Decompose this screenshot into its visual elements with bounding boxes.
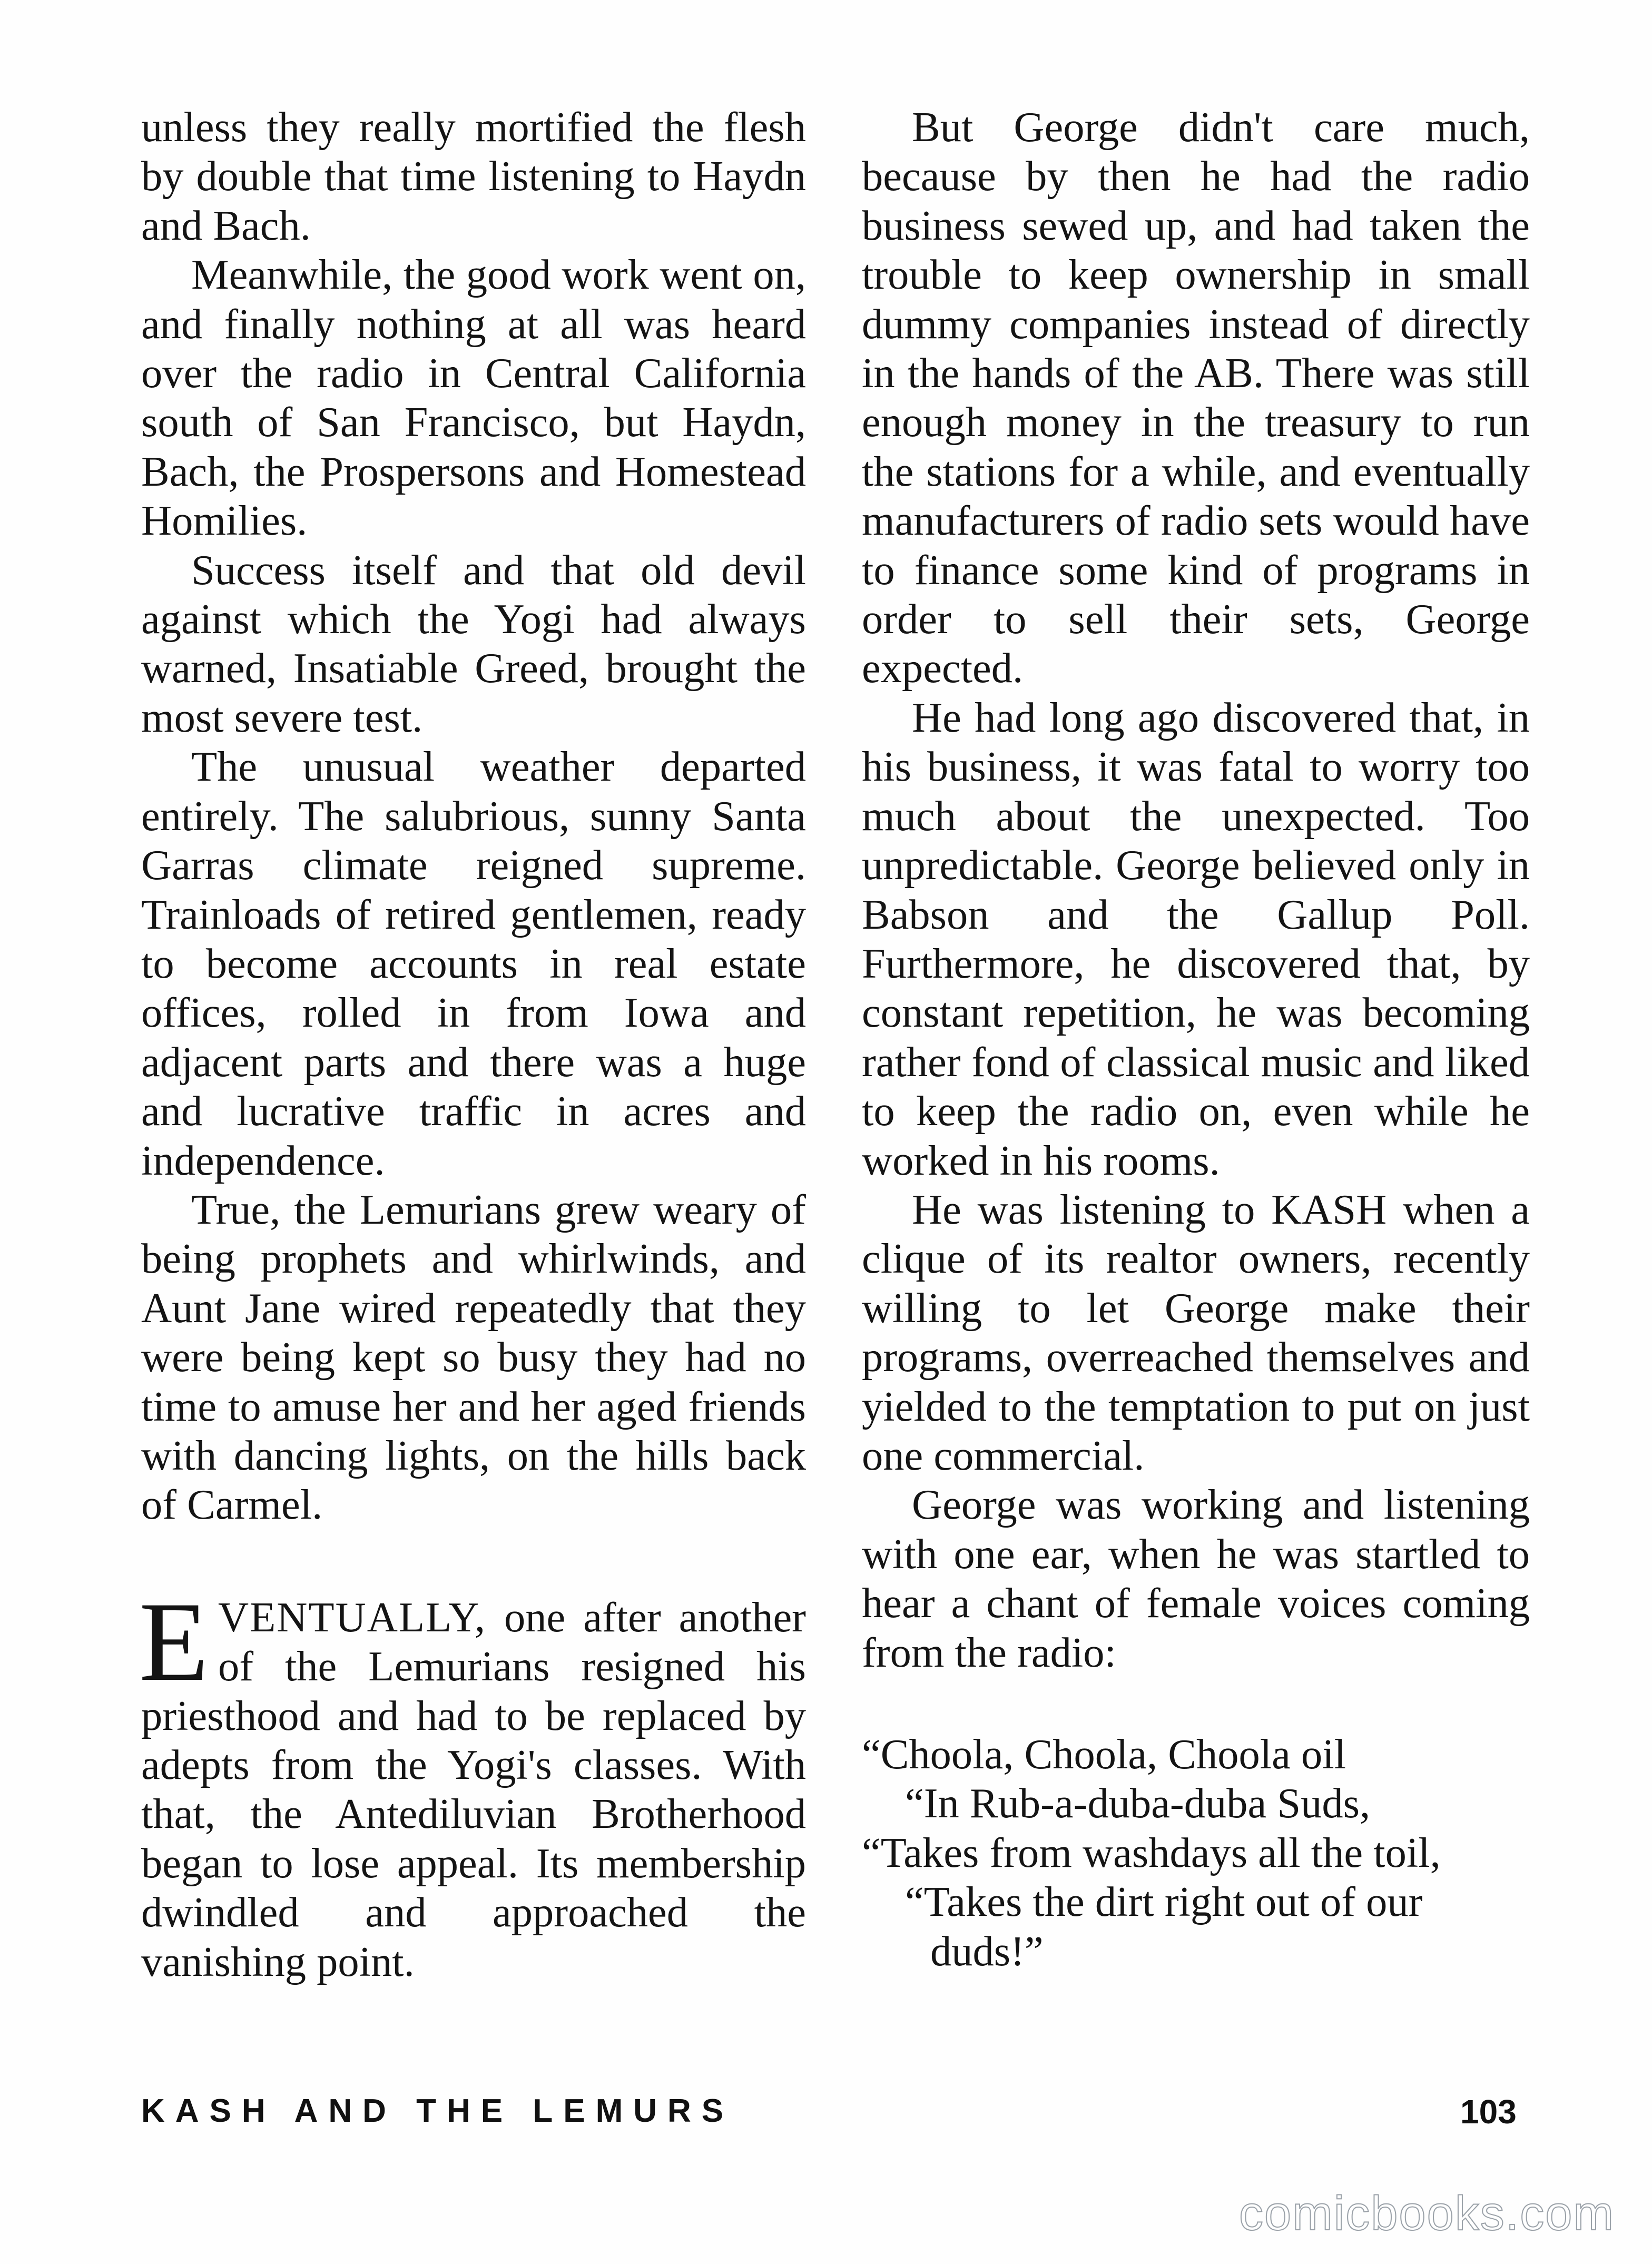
paragraph: Meanwhile, the good work went on, and finally nothing at all was heard over the radio in Central California south of San Francisco, but Haydn, Bach, the Prospersons and Homestead Homilies. bbox=[141, 251, 806, 545]
verse-line: “Choola, Choola, Choola oil bbox=[862, 1731, 1346, 1778]
paragraph-text: one after another of the Lemurians resigned his priesthood and had to be replaced by adepts from the Yogi's classes. With that, the Antediluvian Brotherhood began to lose appeal. Its membership dwindled and approached the vanishing point. bbox=[141, 1593, 806, 1985]
running-title: KASH AND THE LEMURS bbox=[141, 2093, 734, 2129]
paragraph: He was listening to KASH when a clique of its realtor owners, recently willing to let George make their programs, overreached themselves and yielded to the temptation to put on just one commercial. bbox=[862, 1186, 1530, 1479]
drop-cap: E bbox=[139, 1578, 209, 1705]
verse-line: duds!” bbox=[930, 1927, 1044, 1975]
verse-line: “Takes from washdays all the toil, bbox=[862, 1829, 1441, 1876]
right-column bbox=[862, 103, 1530, 1976]
section-break bbox=[141, 1530, 806, 1593]
paragraph: But George didn't care much, because by then he had the radio business sewed up, and had taken the trouble to keep ownership in small dummy companies instead of directly in the hands of the AB. There was still enough money in the treasury to run the stations for a while, and eventually manufacturers of radio sets would have to finance some kind of programs in order to sell their sets, George expected. bbox=[862, 104, 1530, 692]
verse-line: “In Rub-a-duba-duba Suds, bbox=[905, 1780, 1371, 1827]
paragraph: The unusual weather departed entirely. The salubrious, sunny Santa Garras climate reigned supreme. Trainloads of retired gentlemen, ready to become accounts in real estate offices, rolled in from Iowa and adjacent parts and there was a huge and lucrative traffic in acres and independence. bbox=[141, 743, 806, 1184]
page-number: 103 bbox=[1460, 2093, 1517, 2131]
jingle-verse bbox=[862, 1730, 1530, 1976]
watermark: comicbooks.com bbox=[1239, 2187, 1615, 2240]
left-column bbox=[141, 103, 806, 1986]
paragraph: True, the Lemurians grew weary of being prophets and whirlwinds, and Aunt Jane wired repeatedly that they were being kept so busy they had no time to amuse her and her aged friends with dancing lights, on the hills back of Carmel. bbox=[141, 1186, 806, 1529]
section-opening-paragraph bbox=[139, 1578, 806, 1986]
paragraph: He had long ago discovered that, in his business, it was fatal to worry too much about the unexpected. Too unpredictable. George believed only in Babson and the Gallup Poll. Furthermore, he discovered that, by constant repetition, he was becoming rather fond of classical music and liked to keep the radio on, even while he worked in his rooms. bbox=[862, 694, 1530, 1184]
verse-line: “Takes the dirt right out of our bbox=[905, 1878, 1423, 1926]
paragraph: unless they really mortified the flesh by double that time listening to Haydn and Bach. bbox=[141, 104, 806, 249]
lead-word: VENTUALLY, bbox=[218, 1593, 487, 1641]
paragraph: George was working and listening with one ear, when he was startled to hear a chant of female voices coming from the radio: bbox=[862, 1481, 1530, 1676]
paragraph: Success itself and that old devil against which the Yogi had always warned, Insatiable Greed, brought the most severe test. bbox=[141, 546, 806, 741]
